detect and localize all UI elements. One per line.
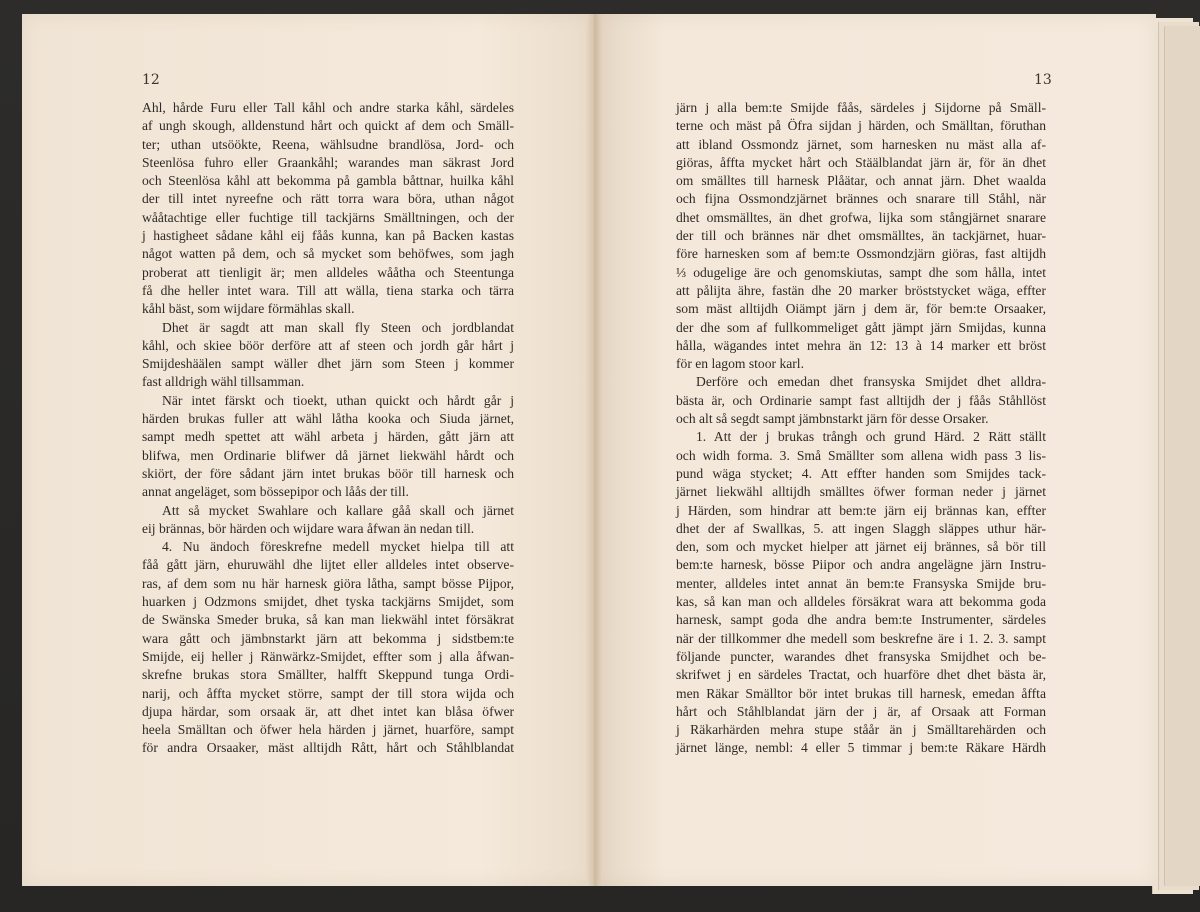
- text-line: När intet färskt och tioekt, uthan quickt och hårdt går j: [162, 392, 514, 408]
- text-line: före harnesken som af bem:te Ossmondzjärn giöras, fast altijdh: [676, 246, 1046, 262]
- text-line: ter; uthan utsöökte, Reena, wählsudne brandlösa, Jord- och: [142, 136, 514, 152]
- text-line: hålla, wägandes intet mehra än 12: 13 à 14 marker ett bröst: [676, 337, 1046, 353]
- text-line: järnet länge, nembl: 4 eller 5 timmar j bem:te Räkare Härdh: [676, 740, 1046, 756]
- text-line: fåå gått järn, ehuruwähl dhe lijtet eller alldeles intet observe-: [142, 557, 514, 573]
- text-line: skiört, der före sådant järn intet brukas böör till harnesk och: [142, 465, 514, 481]
- text-line: Steenlösa fuhro eller Graankåhl; warandes man säkrast Jord: [142, 154, 514, 170]
- text-line: proberat att tienligit är; men alldeles wååtha och Steentunga: [142, 264, 514, 280]
- text-line: få dhe heller intet wara. Till att wälla, tiena starka och tärra: [142, 282, 514, 298]
- text-line: Smijdeshäälen sampt wäller dhet järn som Steen j kommer: [142, 356, 514, 372]
- text-line: blifwa, men Ordinarie blifwer då järnet liekwähl hårdt och: [142, 447, 514, 463]
- text-line: men Räkar Smälltor bör intet brukas till harnesk, emedan åffta: [676, 685, 1046, 701]
- text-line: djupa härdar, som orsaak är, att dhet intet kan blåsa öfwer: [142, 703, 514, 719]
- text-line: terne och mäst på Öfra sijdan j härden, och Smälltan, föruthan: [676, 118, 1046, 134]
- text-line: wara gått och jämbnstarkt järn att bekomma j sidstbem:te: [142, 630, 514, 646]
- text-line: wååtachtige eller fuchtige till tackjärns Smälltningen, och der: [142, 209, 514, 225]
- text-line: der dhe som af fullkommeliget gått jämpt järn Smijdas, kunna: [676, 319, 1046, 335]
- text-line: kåhl, och skiee böör derföre att af steen och jordh går hårt j: [142, 337, 514, 353]
- text-line: dhet omsmälltes, än dhet grofwa, lijka som stångjärnet snarare: [676, 209, 1046, 225]
- text-line: Dhet är sagdt att man skall fly Steen och jordblandat: [162, 319, 514, 335]
- text-line: Derföre och emedan dhet fransyska Smijdet dhet alldra-: [696, 374, 1046, 390]
- text-line: att ibland Ossmondz järnet, som harnesken nu mäst alla af-: [676, 136, 1046, 152]
- text-line: annat angeläget, som bössepipor och låås der till.: [142, 484, 409, 500]
- text-line: ⅓ odugelige äre och genomskiutas, sampt dhe som hålla, intet: [676, 264, 1046, 280]
- text-line: huarken j Odzmons smijdet, dhet tyska tackjärns Smijdet, som: [142, 594, 514, 610]
- text-line: härden brukas fuller att wähl låtha kooka och Siuda järnet,: [142, 411, 514, 427]
- text-line: j Räkarhärden mehra stupe ståår än j Smälltarehärden och: [676, 722, 1046, 738]
- text-line: 4. Nu ändoch föreskrefne medell mycket hielpa till att: [162, 539, 514, 555]
- text-line: sampt medh spettet att wähl arbeta j härden, gått järn att: [142, 429, 514, 445]
- text-line: dhet der af Swallkas, 5. att ingen Slaggh släppes uthur här-: [676, 520, 1046, 536]
- page-number-right: 13: [1034, 72, 1052, 88]
- text-line: 1. Att der j brukas trångh och grund Härd. 2 Rätt ställt: [696, 429, 1046, 445]
- text-line: järn j alla bem:te Smijde fåås, särdeles j Sijdorne på Smäll-: [676, 100, 1046, 115]
- text-line: ras, af dem som nu här harnesk giöra låtha, sampt bösse Pijpor,: [142, 575, 514, 591]
- text-line: de Swänska Smeder bruka, så kan man liekwähl intet försäkrat: [142, 612, 514, 628]
- text-line: harnesk, sampt goda dhe andra bem:te Instrumenter, särdeles: [676, 612, 1046, 628]
- text-line: der till intet nyreefne och rätt torra wara böra, uthan något: [142, 191, 514, 207]
- text-line: när der tillkommer dhe medell som beskrefne äre i 1. 2. 3. sampt: [676, 630, 1046, 646]
- text-line: bem:te harnesk, bösse Piipor och andra angelägne järn Instru-: [676, 557, 1046, 573]
- text-line: och Steenlösa kåhl att bekomma på gambla båttnar, huilka kåhl: [142, 173, 514, 189]
- text-line: fast alldrigh wähl tillsamman.: [142, 374, 305, 390]
- text-line: följande puncter, warandes dhet fransyska Smijdhet och be-: [676, 648, 1046, 664]
- text-line: Att så mycket Swahlare och kallare gåå skall och järnet: [162, 502, 514, 518]
- left-page-text: [142, 99, 514, 758]
- text-line: Ahl, hårde Furu eller Tall kåhl och andre starka kåhl, särdeles: [142, 100, 514, 115]
- text-line: och alt så segdt sampt jämbnstarkt järn för desse Orsaker.: [676, 411, 989, 427]
- text-line: j Härden, som hindrar att bem:te järn eij brännas kan, effter: [676, 502, 1046, 518]
- page-edge: [1164, 26, 1200, 886]
- book-gutter: [586, 14, 602, 886]
- text-line: den, som och mycket hielper att järnet eij brännes, så bör till: [676, 539, 1046, 555]
- page-number-left: 12: [142, 72, 160, 88]
- text-line: som mäst alltijdh Oiämpt järn j dem är, för bem:te Orsaaker,: [676, 301, 1046, 317]
- text-line: för andra Orsaaker, mäst alltijdh Rått, hårt och Ståhlblandat: [142, 740, 514, 756]
- text-line: och widh forma. 3. Små Smällter som allena widh pass 3 lis-: [676, 447, 1046, 463]
- text-line: något watten på dem, och så mycket som behöfwes, som jagh: [142, 246, 514, 262]
- text-line: pund wäga stycket; 4. Att effter handen som Smijdes tack-: [676, 465, 1046, 481]
- text-line: narij, och åffta mycket större, sampt der till stora wijda och: [142, 685, 514, 701]
- text-line: att pålijta ähre, fastän dhe 20 marker bröststycket wäga, effter: [676, 282, 1046, 298]
- text-line: och fijna Ossmondzjärnet brännes och snarare till Ståhl, när: [676, 191, 1046, 207]
- text-line: skrifwet j en särdeles Tractat, och huarföre dhet dhet bästa är,: [676, 667, 1046, 683]
- text-line: Smijde, eij heller j Ränwärkz-Smijdet, effter som j alla åfwan-: [142, 648, 514, 664]
- text-line: om smälltes till harnesk Plåätar, och annat järn. Dhet waalda: [676, 173, 1046, 189]
- text-line: giöras, åffta mycket hårt och Stäälblandat järn är, för än dhet: [676, 154, 1046, 170]
- text-line: skrefne brukas stora Smällter, halfft Skeppund tunga Ordi-: [142, 667, 514, 683]
- text-line: heela Smälltan och öfwer hela härden j järnet, huarföre, sampt: [142, 722, 514, 738]
- text-line: för en lagom stoor karl.: [676, 356, 804, 372]
- text-line: järnet liekwähl alltijdh smälltes öfwer forman neder j järnet: [676, 484, 1046, 500]
- text-line: bästa är, och Ordinarie sampt fast alltijdh der j fåås Ståhllöst: [676, 392, 1046, 408]
- text-line: j hastigheet sådane kåhl eij fåås kunna, kan på Backen kastas: [142, 228, 514, 244]
- text-line: kas, så kan man och alldeles försäkrat wara att bekomma goda: [676, 594, 1046, 610]
- text-line: menter, alldeles intet annat än bem:te Fransyska Smijde bru-: [676, 575, 1046, 591]
- text-line: af ungh skough, alldenstund hårt och quickt af dem och Smäll-: [142, 118, 514, 134]
- text-line: hårt och Ståhlblandat järn der j är, af Orsaak att Forman: [676, 703, 1046, 719]
- text-line: der till och brännes när dhet omsmälltes, än tackjärnet, huar-: [676, 228, 1046, 244]
- text-line: eij brännas, bör härden och wijdare wara åfwan än nedan till.: [142, 520, 475, 536]
- right-page-text: [676, 99, 1046, 758]
- text-line: kåhl bäst, som wijdare förmählas skall.: [142, 301, 355, 317]
